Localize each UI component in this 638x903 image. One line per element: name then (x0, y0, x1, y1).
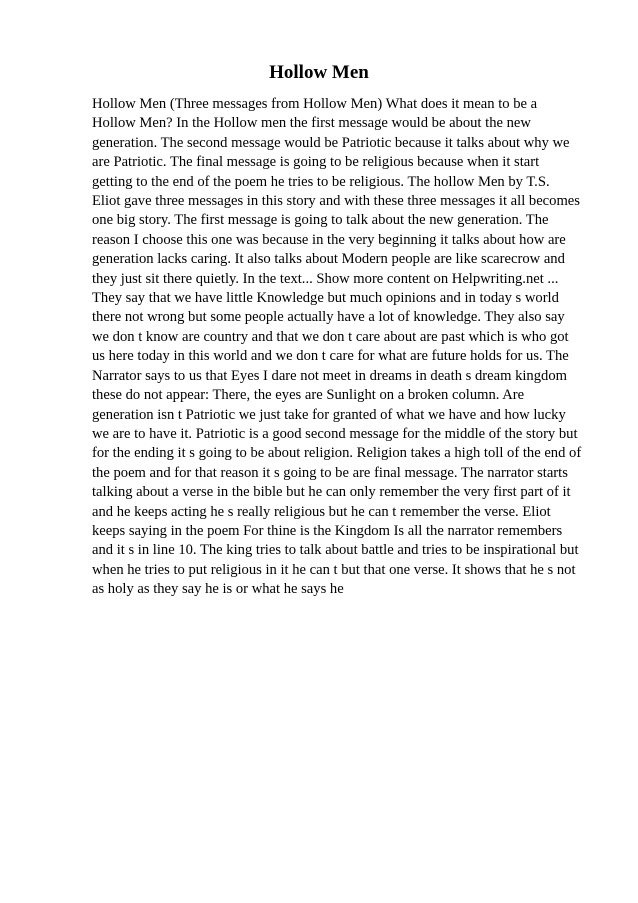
document-title: Hollow Men (269, 62, 369, 83)
body-text-line: talking about a verse in the bible but he can only remember the very first part of it (92, 484, 571, 501)
body-text-line: and he keeps acting he s really religious but he can t remember the verse. Eliot (92, 503, 551, 520)
body-text-line: they just sit there quietly. In the text... Show more content on Helpwriting.net ... (92, 270, 559, 287)
body-text-line: us here today in this world and we don t care for what are future holds for us. The (92, 348, 569, 365)
body-text-line: getting to the end of the poem he tries to be religious. The hollow Men by T.S. (92, 173, 550, 190)
body-text-line: reason I choose this one was because in the very beginning it talks about how are (92, 231, 566, 248)
body-text-line: we are to have it. Patriotic is a good second message for the middle of the story but (92, 425, 578, 442)
body-text-line: Narrator says to us that Eyes I dare not meet in dreams in death s dream kingdom (92, 367, 567, 384)
body-text-line: the poem and for that reason it s going to be are final message. The narrator starts (92, 464, 568, 481)
body-text-line: generation isn t Patriotic we just take for granted of what we have and how lucky (92, 406, 566, 423)
document-body (92, 95, 592, 600)
body-text-line: keeps saying in the poem For thine is the Kingdom Is all the narrator remembers (92, 522, 563, 539)
body-text-line: and it s in line 10. The king tries to talk about battle and tries to be inspirational but (92, 542, 579, 559)
body-text-line: generation. The second message would be Patriotic because it talks about why we (92, 134, 570, 151)
body-text-line: They say that we have little Knowledge but much opinions and in today s world (92, 290, 559, 307)
body-text-line: there not wrong but some people actually have a lot of knowledge. They also say (92, 309, 565, 326)
body-text-line: one big story. The first message is going to talk about the new generation. The (92, 212, 549, 229)
body-text-line: Hollow Men? In the Hollow men the first message would be about the new (92, 115, 531, 132)
body-text-line: Hollow Men (Three messages from Hollow Men) What does it mean to be a (92, 96, 538, 112)
body-text-line: we don t know are country and that we don t care about are past which is who got (92, 328, 569, 345)
body-text-line: these do not appear: There, the eyes are Sunlight on a broken column. Are (92, 387, 525, 404)
body-text-line: as holy as they say he is or what he says he (92, 581, 344, 598)
body-text-line: for the ending it s going to be about religion. Religion takes a high toll of the end of (92, 445, 582, 462)
body-text-line: are Patriotic. The final message is going to be religious because when it start (92, 154, 540, 171)
body-text-line: Eliot gave three messages in this story and with these three messages it all becomes (92, 193, 580, 210)
body-text-line: when he tries to put religious in it he can t but that one verse. It shows that he s not (92, 561, 576, 578)
body-text-line: generation lacks caring. It also talks about Modern people are like scarecrow and (92, 251, 565, 268)
